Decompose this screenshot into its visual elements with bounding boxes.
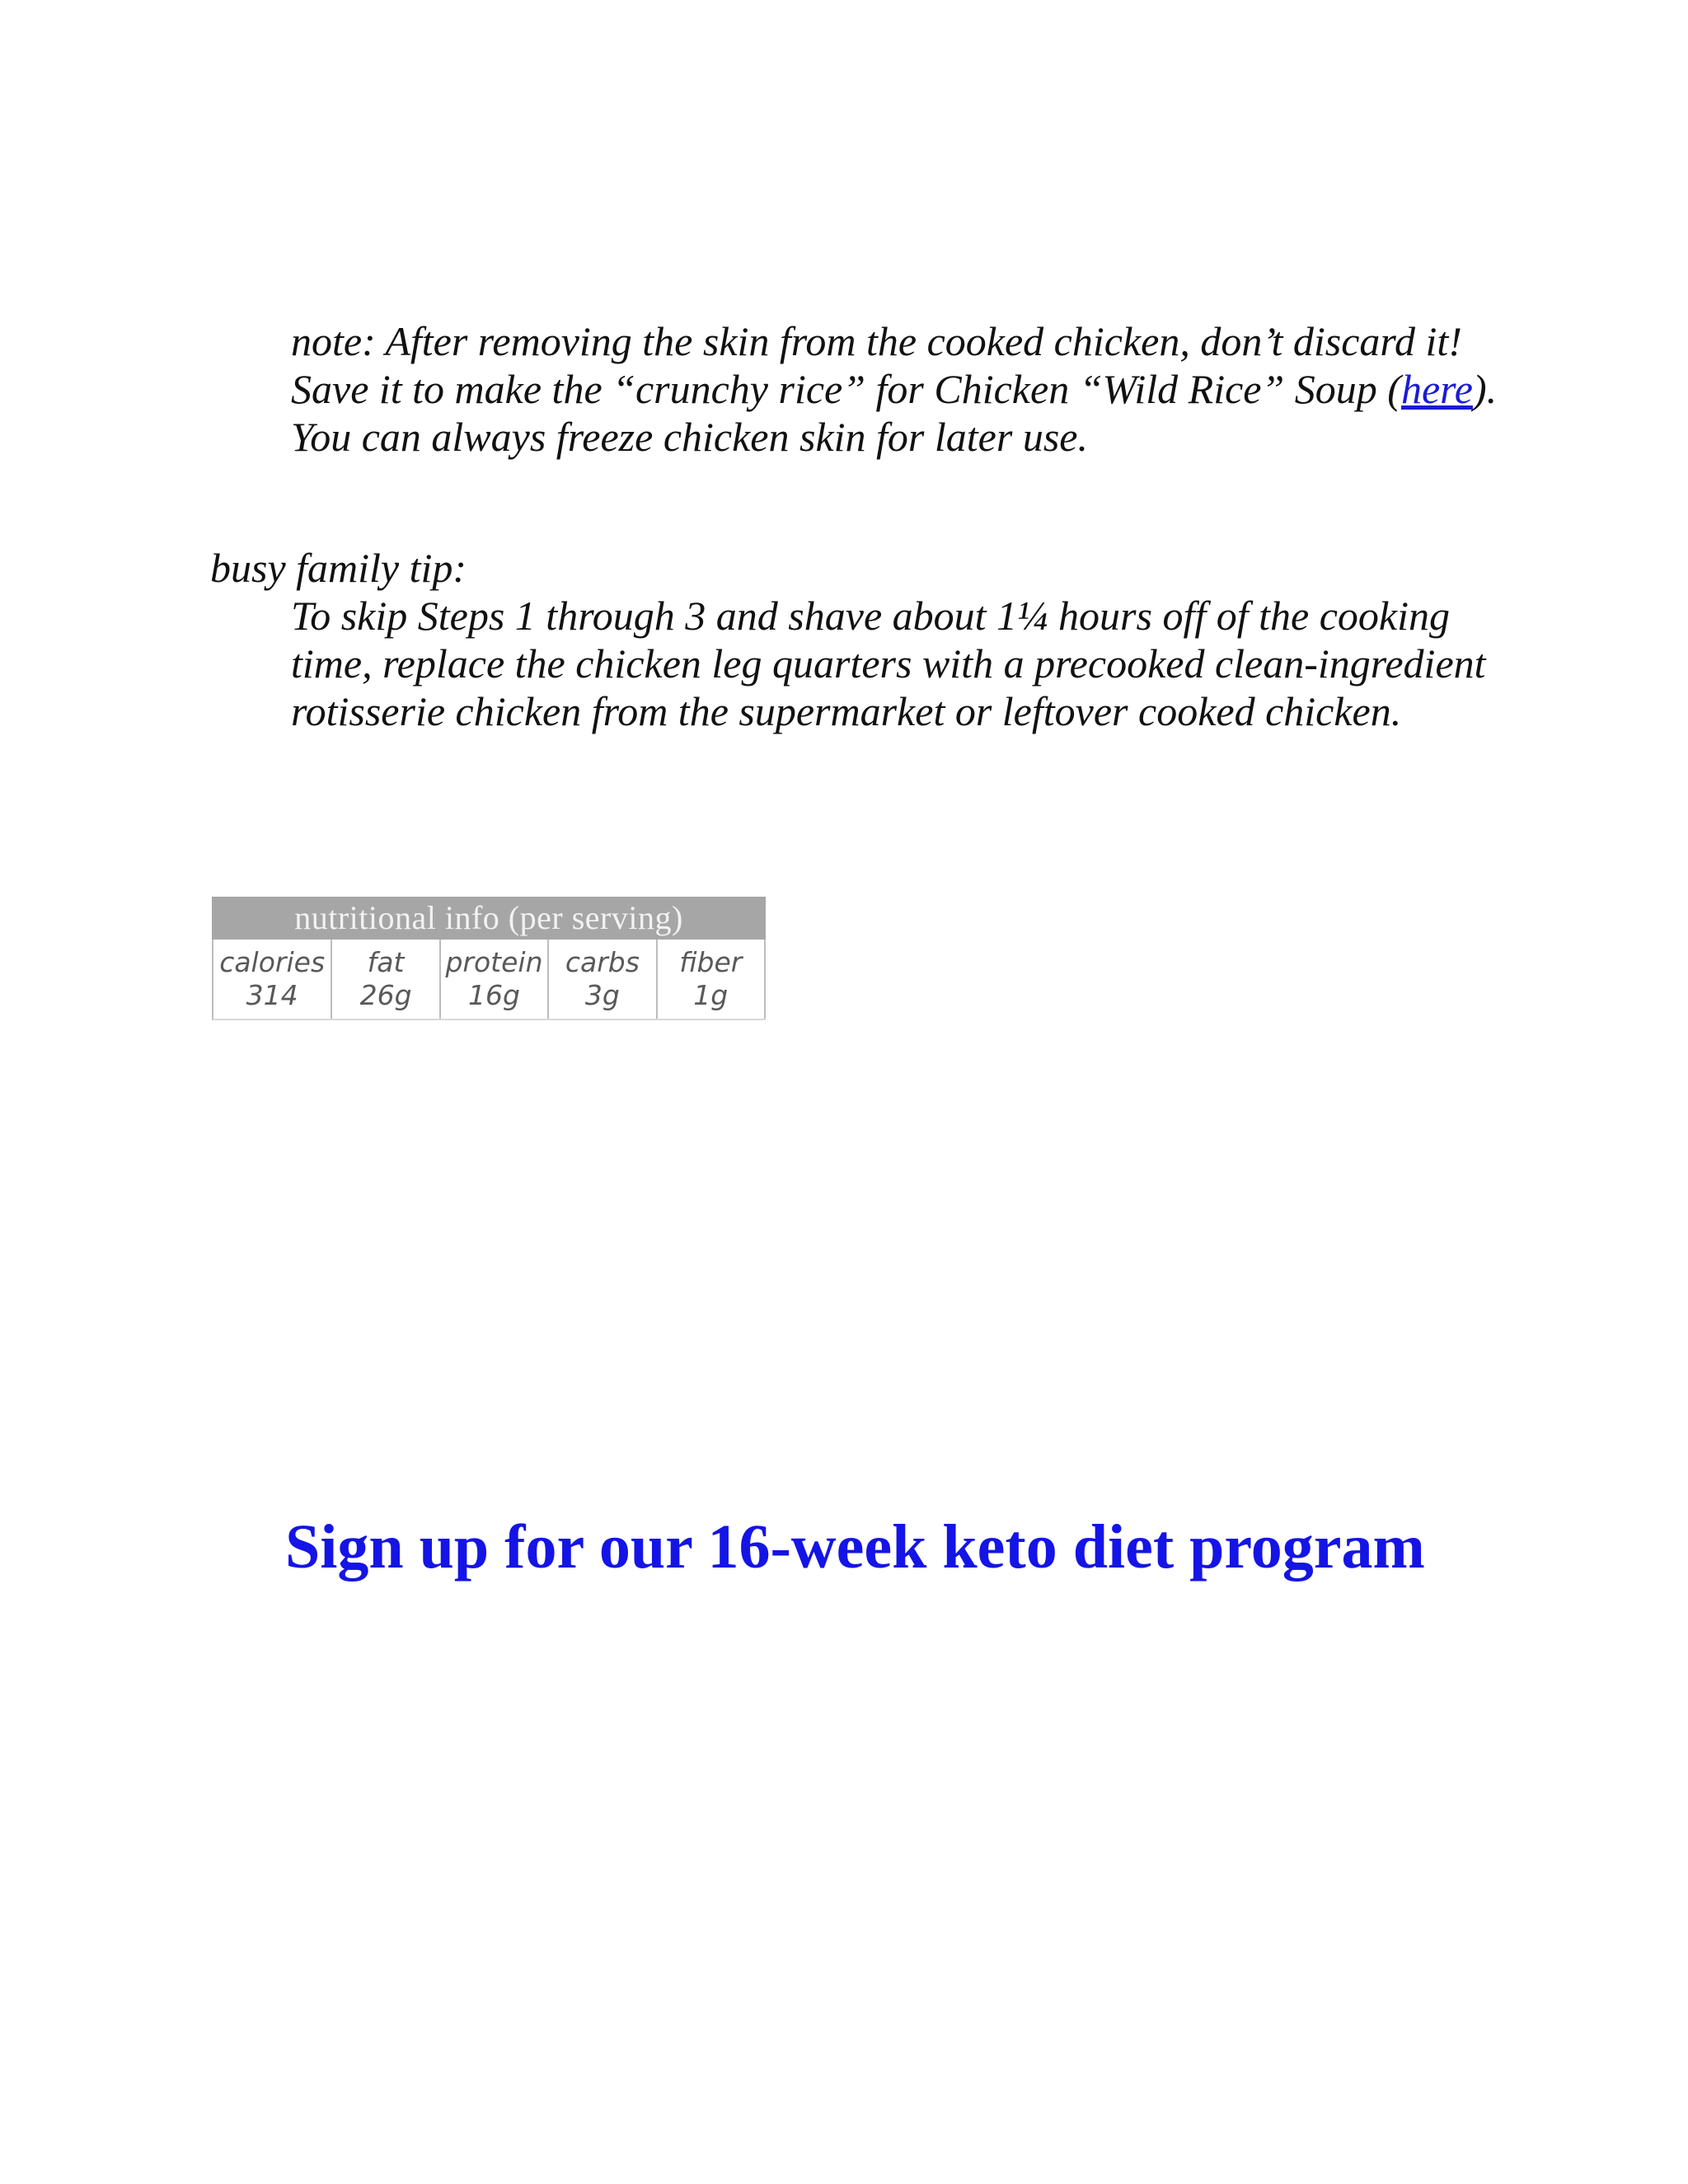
- nutrition-cell-fat: [332, 940, 440, 1019]
- nutrition-value: 26g: [359, 979, 412, 1011]
- nutrition-value: 3g: [584, 979, 620, 1011]
- nutrition-value: 1g: [693, 979, 729, 1011]
- tip-paragraph: To skip Steps 1 through 3 and shave about 1¼ hours off of the cooking time, replace the chicken leg quarters with a precooked clean-ingredient rotisserie chicken from the supermarket or leftover cooked chicken.: [291, 593, 1486, 734]
- nutrition-label: carbs: [565, 946, 640, 978]
- nutrition-table: [212, 897, 766, 1020]
- nutrition-cell-fiber: [658, 940, 766, 1019]
- here-link[interactable]: here: [1400, 366, 1473, 412]
- note-text-before: note: After removing the skin from the cooked chicken, don’t discard it! Save it to make the “crunchy rice” for Chicken “Wild Rice” Soup (: [291, 318, 1462, 412]
- nutrition-header: nutritional info (per serving): [212, 897, 766, 940]
- note-paragraph: [291, 317, 1511, 461]
- nutrition-value: 314: [246, 979, 298, 1011]
- nutrition-cells: [212, 940, 766, 1020]
- nutrition-label: calories: [219, 946, 326, 978]
- nutrition-cell-calories: [213, 940, 332, 1019]
- signup-link[interactable]: Sign up for our 16-week keto diet program: [285, 1512, 1425, 1582]
- nutrition-cell-protein: [441, 940, 549, 1019]
- nutrition-label: fiber: [679, 946, 743, 978]
- nutrition-label: protein: [445, 946, 543, 978]
- note-text-after: ). You can always freeze chicken skin for later use.: [291, 366, 1498, 460]
- nutrition-value: 16g: [467, 979, 520, 1011]
- nutrition-cell-carbs: [549, 940, 657, 1019]
- tip-label: busy family tip:: [210, 545, 467, 591]
- nutrition-label: fat: [367, 946, 405, 978]
